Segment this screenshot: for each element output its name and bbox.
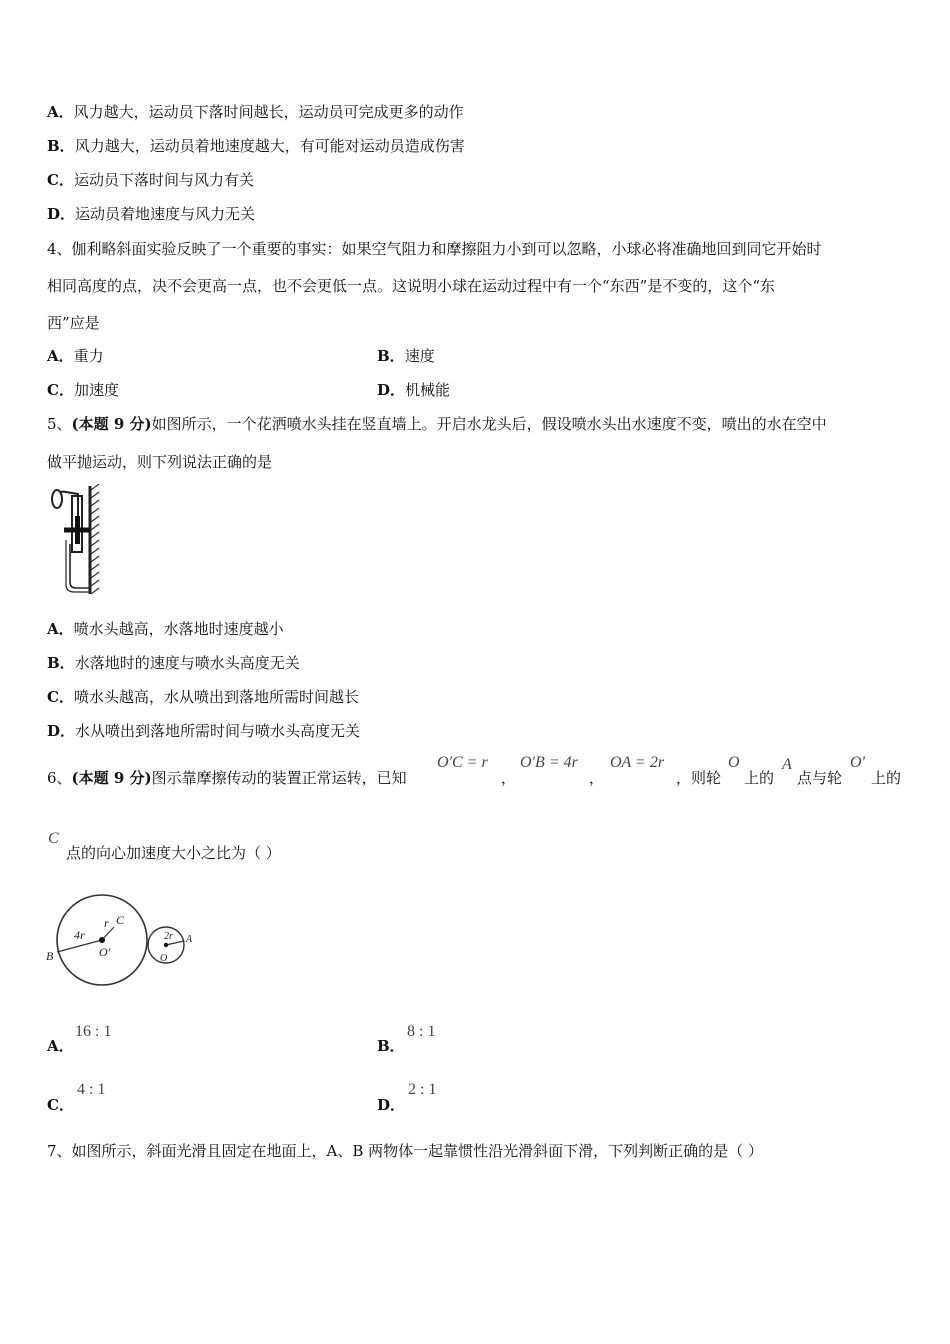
- q5-option-a: [47, 619, 284, 639]
- formula-oc: O′C = r: [437, 754, 488, 771]
- option-label: D．: [377, 381, 406, 399]
- figure-label-b: B: [46, 949, 54, 963]
- option-label: B．: [47, 654, 75, 672]
- question-number: 5、: [47, 415, 72, 433]
- q6-option-c-value: 4 : 1: [77, 1081, 106, 1098]
- option-text: 加速度: [73, 381, 119, 399]
- symbol-o: O: [728, 754, 740, 771]
- option-label: A．: [47, 620, 74, 638]
- option-text: 水从喷出到落地所需时间与喷水头高度无关: [75, 722, 361, 740]
- q5-option-c: [47, 687, 359, 707]
- option-label: C．: [47, 381, 74, 399]
- option-text: 速度: [404, 347, 435, 365]
- q3-option-c: [47, 170, 254, 190]
- formula-oa: OA = 2r: [610, 754, 665, 771]
- option-text: 风力越大，运动员着地速度越大，有可能对运动员造成伤害: [74, 137, 465, 155]
- q6-option-b-label: B．: [377, 1037, 405, 1055]
- q5-stem-line1: [47, 414, 827, 434]
- q5-option-d: [47, 721, 360, 741]
- option-label: B．: [377, 347, 405, 365]
- figure-label-c: C: [116, 913, 125, 927]
- q6-stem-line2: 点的向心加速度大小之比为（ ）: [66, 844, 281, 862]
- q6-text-on: 上的: [744, 769, 775, 787]
- option-label: A．: [47, 347, 74, 365]
- q4-stem-line3: 西”应是: [47, 314, 100, 332]
- question-number: 6、: [47, 769, 72, 787]
- q4-option-d: [377, 380, 450, 400]
- figure-label-r: r: [104, 916, 109, 930]
- q6-text-point-and-wheel: 点与轮: [797, 769, 843, 787]
- figure-label-4r: 4r: [74, 928, 85, 942]
- option-label: D．: [47, 205, 76, 223]
- question-score: (本题 9 分): [71, 769, 152, 787]
- figure-label-a: A: [186, 934, 193, 945]
- option-text: 水落地时的速度与喷水头高度无关: [74, 654, 300, 672]
- q4-stem-line1: 4、伽利略斜面实验反映了一个重要的事实：如果空气阻力和摩擦阻力小到可以忽略，小球必将准确地回到同它开始时: [47, 240, 822, 258]
- separator-comma: ，: [589, 769, 605, 787]
- q4-option-a: [47, 346, 104, 366]
- option-label: B．: [47, 137, 75, 155]
- option-label: C．: [47, 688, 74, 706]
- q3-option-b: [47, 136, 465, 156]
- figure-label-o: O: [160, 953, 168, 964]
- symbol-o-prime: O′: [850, 754, 866, 771]
- q6-option-b-value: 8 : 1: [407, 1023, 436, 1040]
- q6-option-a-value: 16 : 1: [75, 1023, 112, 1040]
- option-label: D．: [47, 722, 76, 740]
- option-text: 重力: [73, 347, 104, 365]
- q4-option-b: [377, 346, 435, 366]
- figure-label-2r: 2r: [164, 931, 173, 942]
- question-score: (本题 9 分): [71, 415, 152, 433]
- q7-stem: 7、如图所示，斜面光滑且固定在地面上，A、B 两物体一起靠惯性沿光滑斜面下滑，下列判断正确的是（ ）: [47, 1142, 763, 1160]
- option-text: 运动员下落时间与风力有关: [73, 171, 254, 189]
- q6-text-wheel: ，则轮: [676, 769, 722, 787]
- formula-ob: O′B = 4r: [520, 754, 578, 771]
- option-label: C．: [47, 171, 74, 189]
- q6-option-c-label: C．: [47, 1096, 74, 1114]
- question-text: 如图所示，一个花洒喷水头挂在竖直墙上。开启水龙头后，假设喷水头出水速度不变，喷出的水在空中: [151, 415, 827, 433]
- symbol-c: C: [48, 830, 59, 847]
- symbol-a: A: [782, 756, 792, 773]
- q4-option-c: [47, 380, 119, 400]
- q4-stem-line2: 相同高度的点，决不会更高一点，也不会更低一点。这说明小球在运动过程中有一个“东西”是不变的，这个“东: [47, 277, 776, 295]
- q5-stem-line2: 做平抛运动，则下列说法正确的是: [47, 453, 273, 471]
- option-text: 运动员着地速度与风力无关: [75, 205, 256, 223]
- q6-option-d-label: D．: [377, 1096, 406, 1114]
- q6-option-d-value: 2 : 1: [408, 1081, 437, 1098]
- q3-option-d: [47, 204, 255, 224]
- figure-label-o-prime: O′: [99, 945, 111, 959]
- option-label: A．: [47, 103, 74, 121]
- option-text: 机械能: [405, 381, 451, 399]
- option-text: 风力越大，运动员下落时间越长，运动员可完成更多的动作: [73, 103, 464, 121]
- question-text: 图示靠摩擦传动的装置正常运转，已知: [151, 769, 407, 787]
- friction-drive-figure: [44, 893, 204, 988]
- separator-comma: ，: [501, 769, 517, 787]
- option-text: 喷水头越高，水从喷出到落地所需时间越长: [73, 688, 359, 706]
- q5-option-b: [47, 653, 300, 673]
- option-text: 喷水头越高，水落地时速度越小: [73, 620, 284, 638]
- shower-head-figure: [50, 484, 110, 596]
- q6-text-on: 上的: [871, 769, 902, 787]
- q6-option-a-label: A．: [47, 1037, 74, 1055]
- q6-stem-start: [47, 768, 407, 788]
- q3-option-a: [47, 102, 464, 122]
